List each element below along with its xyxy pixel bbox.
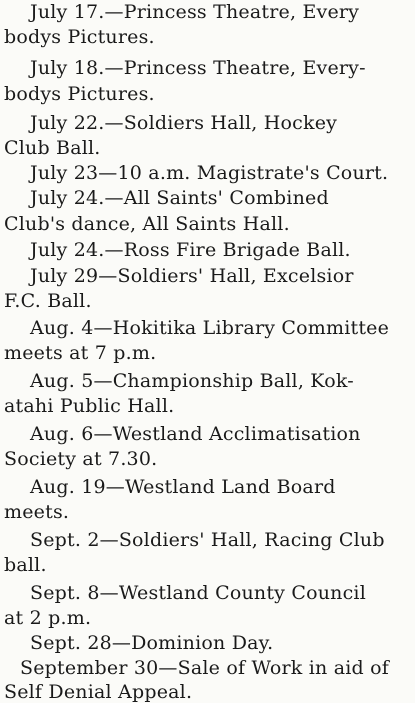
event-line: Society at 7.30. [4,448,158,470]
event-line: Sept. 8—Westland County Council [30,582,366,604]
event-line: Sept. 28—Dominion Day. [30,632,274,654]
event-line: Club Ball. [4,137,101,159]
event-line: Self Denial Appeal. [4,681,193,703]
event-line: at 2 p.m. [4,607,92,629]
event-line: Aug. 19—Westland Land Board [30,476,336,498]
event-line: meets. [4,501,70,523]
event-line: F.C. Ball. [4,290,92,312]
event-line: Aug. 6—Westland Acclimatisation [30,423,361,445]
event-line: July 22.—Soldiers Hall, Hockey [30,112,338,134]
event-line: July 17.—Princess Theatre, Every [30,1,360,23]
event-line: July 24.—All Saints' Combined [30,187,329,209]
event-line: Aug. 4—Hokitika Library Committee [30,317,390,339]
event-line: July 18.—Princess Theatre, Every- [30,57,366,79]
event-line: bodys Pictures. [4,83,155,105]
event-line: atahi Public Hall. [4,395,175,417]
event-line: Sept. 2—Soldiers' Hall, Racing Club [30,529,385,551]
event-line: ball. [4,554,47,576]
event-line: Club's dance, All Saints Hall. [4,213,290,235]
event-line: Aug. 5—Championship Ball, Kok- [30,370,354,392]
event-line: bodys Pictures. [4,26,155,48]
event-line: July 23—10 a.m. Magistrate's Court. [30,162,389,184]
event-line: meets at 7 p.m. [4,342,157,364]
event-line: September 30—Sale of Work in aid of [20,657,389,679]
event-line: July 24.—Ross Fire Brigade Ball. [30,239,351,261]
event-line: July 29—Soldiers' Hall, Excelsior [30,265,354,287]
